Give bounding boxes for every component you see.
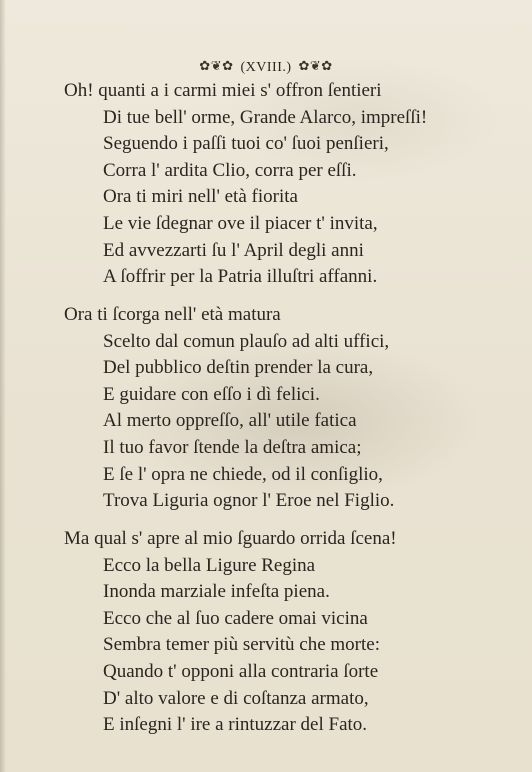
verse-line: Ora ti miri nell' età fiorita (103, 186, 298, 208)
page-header (0, 58, 532, 76)
verse-line: Oh! quanti a i carmi miei s' offron ſentieri (64, 80, 382, 101)
verse-line: Corra l' ardita Clio, corra per eſſi. (103, 159, 357, 181)
verse-line: D' alto valore e di coſtanza armato, (103, 687, 369, 709)
verse-line: E inſegni l' ire a rintuzzar del Fato. (103, 714, 368, 736)
verse-line: Di tue bell' orme, Grande Alarco, impreſſi! (103, 106, 428, 128)
stanza-2 (0, 302, 532, 515)
verse-line: Trova Liguria ognor l' Eroe nel Figlio. (103, 490, 395, 512)
stanza-1 (0, 78, 532, 291)
verse-line: A ſoffrir per la Patria illuſtri affanni. (103, 266, 378, 288)
verse-line: Ecco che al ſuo cadere omai vicina (103, 607, 368, 629)
verse-line: Del pubblico deſtin prender la cura, (103, 357, 374, 379)
left-ornament: ✿❦✿ (199, 58, 234, 73)
verse-line: Le vie ſdegnar ove il piacer t' invita, (103, 212, 378, 234)
verse-line: Sembra temer più servitù che morte: (103, 634, 380, 656)
verse-line: E ſe l' opra ne chiede, od il conſiglio, (103, 463, 383, 485)
verse-line: Il tuo favor ſtende la deſtra amica; (103, 436, 362, 458)
page-number-title: (XVIII.) (240, 60, 292, 75)
verse-line: Ma qual s' apre al mio ſguardo orrida ſcena! (64, 528, 397, 549)
verse-line: Scelto dal comun plauſo ad alti uffici, (103, 330, 390, 352)
verse-line: Seguendo i paſſi tuoi co' ſuoi penſieri, (103, 133, 389, 155)
verse-line: Ed avvezzarti ſu l' April degli anni (103, 239, 364, 261)
stanza-3 (0, 526, 532, 739)
verse-line: E guidare con eſſo i dì felici. (103, 383, 320, 405)
verse-line: Ora ti ſcorga nell' età matura (64, 304, 281, 325)
right-ornament: ✿❦✿ (298, 58, 333, 73)
verse-line: Inonda marziale infeſta piena. (103, 581, 330, 603)
verse-line: Ecco la bella Ligure Regina (103, 554, 316, 576)
verse-line: Quando t' opponi alla contraria ſorte (103, 660, 379, 682)
verse-line: Al merto oppreſſo, all' utile fatica (103, 410, 357, 432)
